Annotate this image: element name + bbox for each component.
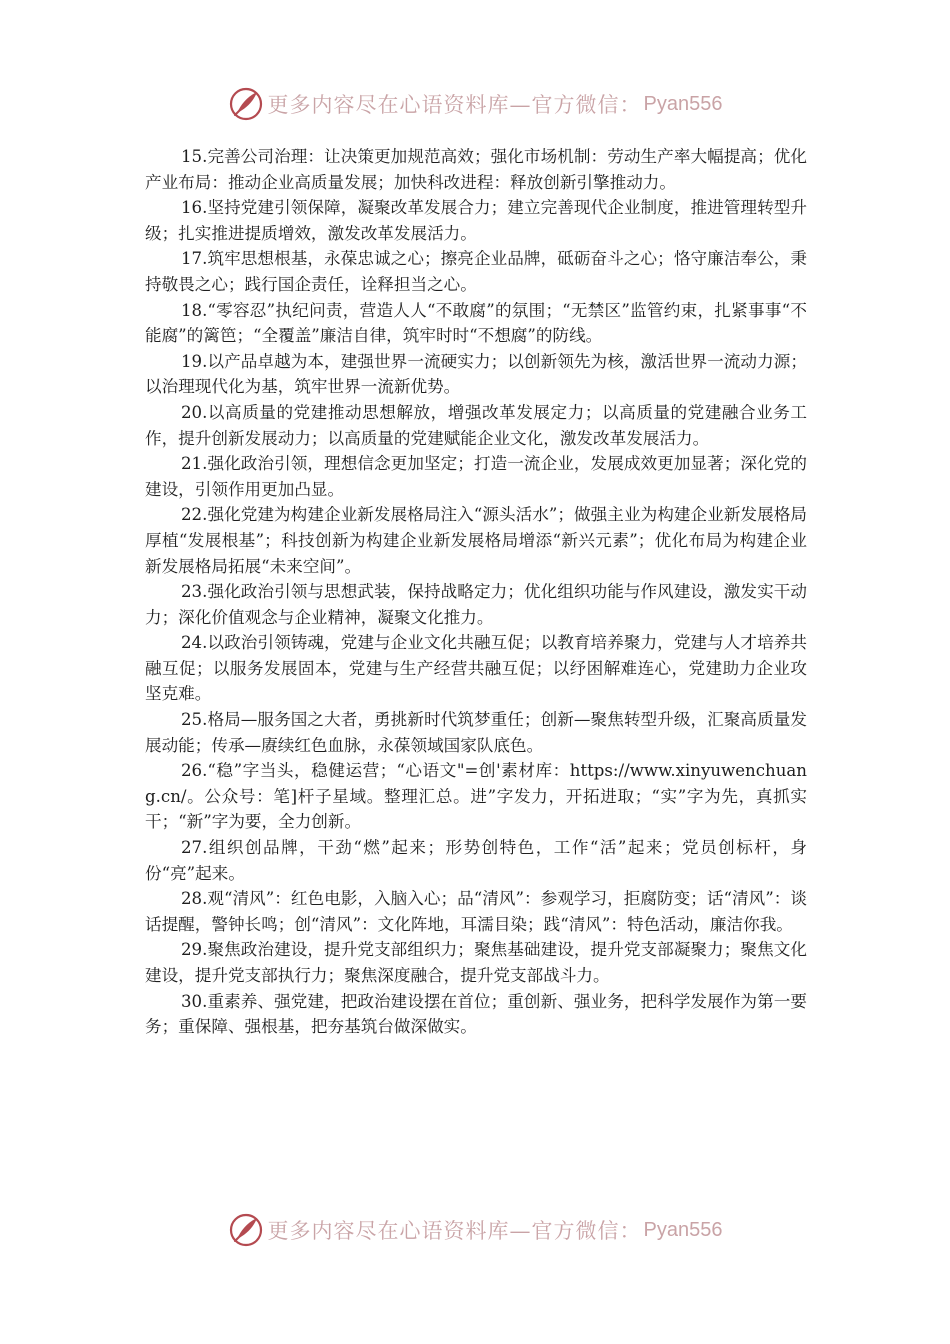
list-item: 16.坚持党建引领保障，凝聚改革发展合力；建立完善现代企业制度，推进管理转型升级；扎实推进提质增效，激发改革发展活力。: [145, 198, 807, 243]
list-item: 19.以产品卓越为本，建强世界一流硬实力；以创新领先为核，激活世界一流动力源；以治理现代化为基，筑牢世界一流新优势。: [145, 351, 807, 397]
list-item: 22.强化党建为构建企业新发展格局注入“源头活水”；做强主业为构建企业新发展格局厚植“发展根基”；科技创新为构建企业新发展格局增添“新兴元素”；优化布局为构建企业新发展格局拓展“未来空间”。: [145, 505, 807, 576]
banner-text: 更多内容尽在心语资料库—官方微信：: [267, 93, 642, 117]
list-item: 20.以高质量的党建推动思想解放，增强改革发展定力；以高质量的党建融合业务工作，提升创新发展动力；以高质量的党建赋能企业文化，激发改革发展活力。: [145, 402, 807, 448]
header-banner: [0, 84, 950, 124]
list-item: 30.重素养、强党建，把政治建设摆在首位；重创新、强业务，把科学发展作为第一要务；重保障、强根基，把夯基筑台做深做实。: [145, 991, 807, 1037]
list-item: 18.“零容忍”执纪问责，营造人人“不敢腐”的氛围；“无禁区”监管约束，扎紧事事“不能腐”的篱笆；“全覆盖”廉洁自律，筑牢时时“不想腐”的防线。: [145, 300, 807, 346]
footer-banner: [0, 1210, 950, 1250]
banner-text: 更多内容尽在心语资料库—官方微信：: [267, 1219, 642, 1243]
list-item: 24.以政治引领铸魂，党建与企业文化共融互促；以教育培养聚力，党建与人才培养共融互促；以服务发展固本，党建与生产经营共融互促；以纾困解难连心，党建助力企业攻坚克难。: [145, 633, 807, 704]
list-item: 17.筑牢思想根基，永葆忠诚之心；擦亮企业品牌，砥砺奋斗之心；恪守廉洁奉公，秉持敬畏之心；践行国企责任，诠释担当之心。: [145, 249, 807, 294]
list-item: 23.强化政治引领与思想武装，保持战略定力；优化组织功能与作风建设，激发实干动力；深化价值观念与企业精神，凝聚文化推力。: [145, 582, 807, 627]
list-item: 27.组织创品牌，干劲“燃”起来；形势创特色，工作“活”起来；党员创标杆，身份“亮”起来。: [145, 838, 807, 883]
list-item: 25.格局—服务国之大者，勇挑新时代筑梦重任；创新—聚焦转型升级，汇聚高质量发展动能；传承—赓续红色血脉，永葆领域国家队底色。: [145, 710, 807, 755]
list-item: 29.聚焦政治建设，提升党支部组织力；聚焦基础建设，提升党支部凝聚力；聚焦文化建设，提升党支部执行力；聚焦深度融合，提升党支部战斗力。: [145, 940, 807, 985]
banner-wechat-id: Pyan556: [643, 1218, 723, 1241]
banner-wechat-id: Pyan556: [643, 92, 723, 115]
list-item: 28.观“清风”：红色电影，入脑入心；品“清风”：参观学习，拒腐防变；话“清风”：谈话提醒，警钟长鸣；创“清风”：文化阵地，耳濡目染；践“清风”：特色活动，廉洁你我。: [145, 889, 807, 934]
document-body: [145, 144, 807, 1040]
quill-logo-icon: [228, 86, 264, 122]
list-item: 15.完善公司治理：让决策更加规范高效；强化市场机制：劳动生产率大幅提高；优化产业布局：推动企业高质量发展；加快科改进程：释放创新引擎推动力。: [145, 147, 807, 192]
quill-logo-icon: [228, 1212, 264, 1248]
list-item: 21.强化政治引领，理想信念更加坚定；打造一流企业，发展成效更加显著；深化党的建设，引领作用更加凸显。: [145, 454, 807, 499]
list-item: 26.“稳”字当头，稳健运营；“心语文"=创'素材库：https://www.xinyuwenchuang.cn/。公众号：笔]杆子星域。整理汇总。进”字发力，开拓进取；“实”字为先，真抓实干；“新”字为要，全力创新。: [145, 761, 807, 832]
